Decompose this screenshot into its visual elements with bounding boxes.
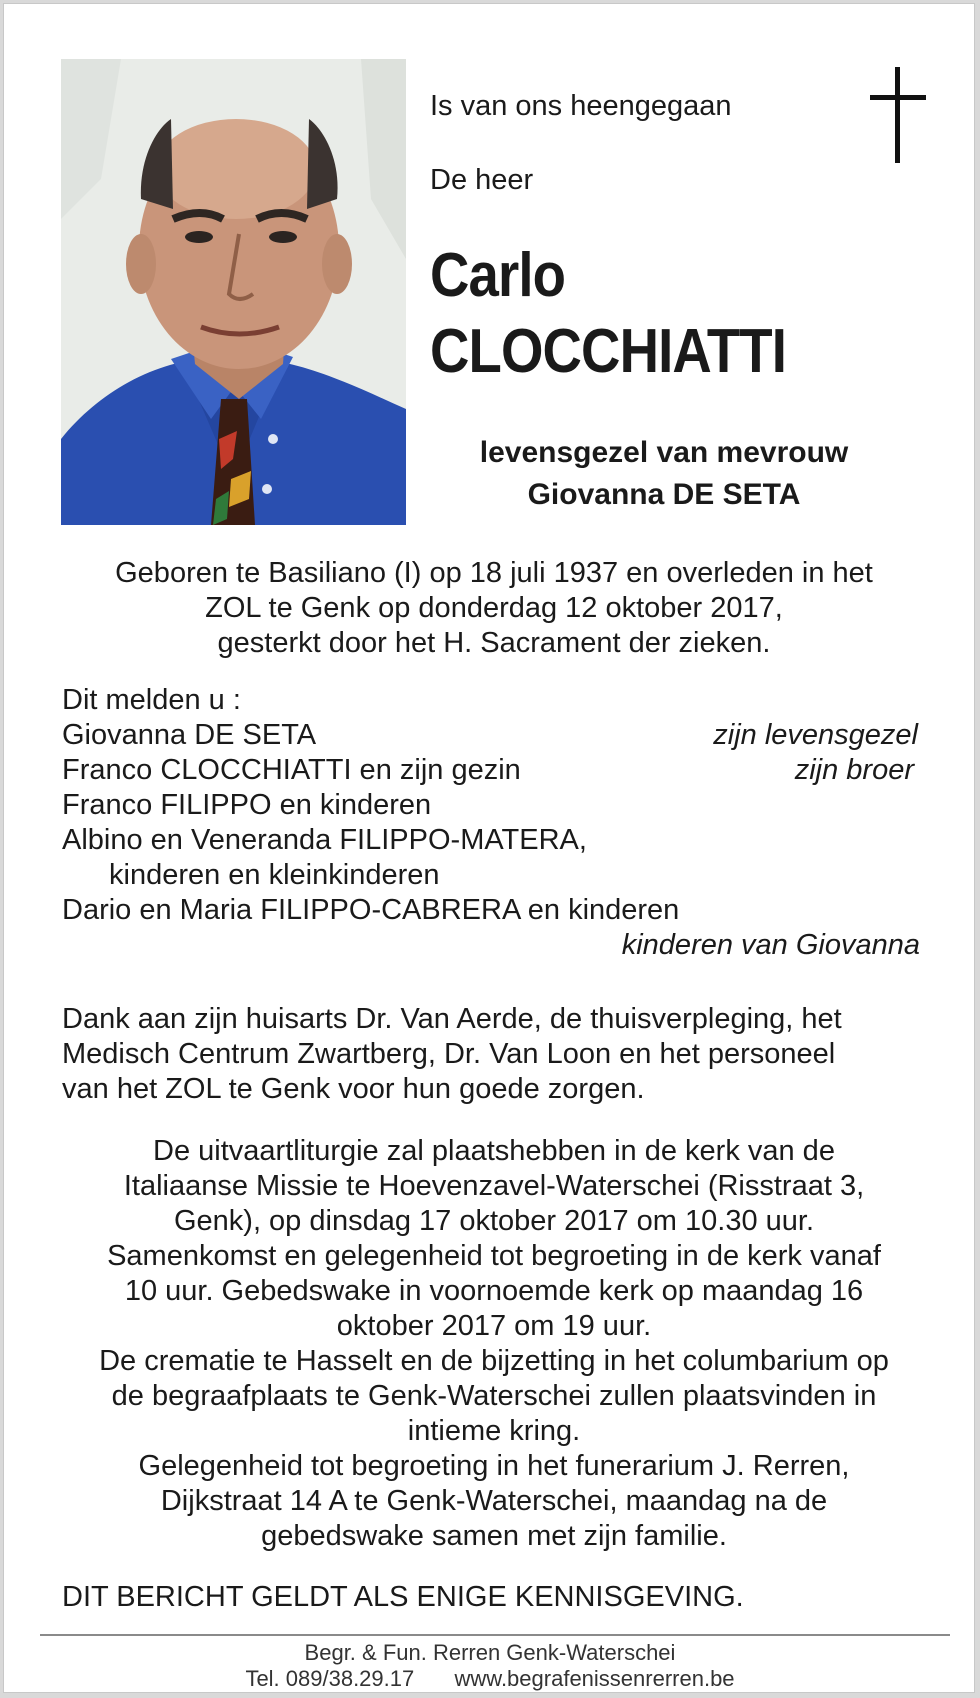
- text-line: De uitvaartliturgie zal plaatshebben in de kerk van de: [153, 1135, 835, 1167]
- family-member-role: zijn levensgezel: [713, 719, 918, 751]
- partner-line-2: Giovanna DE SETA: [527, 478, 801, 511]
- obituary-card: [3, 3, 975, 1693]
- footer-website-link[interactable]: www.begrafenissenrerren.be: [454, 1666, 735, 1691]
- text-line: gebedswake samen met zijn familie.: [261, 1520, 727, 1552]
- text-line: van het ZOL te Genk voor hun goede zorgen.: [62, 1073, 645, 1105]
- text-line: 10 uur. Gebedswake in voornoemde kerk op maandag 16: [124, 1275, 864, 1307]
- footer-contact: [4, 1666, 976, 1692]
- text-line: oktober 2017 om 19 uur.: [336, 1310, 652, 1342]
- family-member-name: Franco FILIPPO en kinderen: [62, 789, 432, 821]
- thanks-paragraph: [62, 1002, 842, 1107]
- family-member-name: kinderen en kleinkinderen: [109, 859, 440, 891]
- text-line: ZOL te Genk op donderdag 12 oktober 2017,: [205, 592, 783, 624]
- family-intro: Dit melden u :: [62, 684, 241, 716]
- ceremony-paragraph: [44, 1134, 944, 1554]
- last-name: CLOCCHIATTI: [430, 317, 787, 386]
- text-line: Gelegenheid tot begroeting in het funerarium J. Rerren,: [138, 1450, 850, 1482]
- birth-death-paragraph: [44, 556, 944, 661]
- family-member-role: zijn broer: [794, 754, 914, 786]
- partner-line-1: levensgezel van mevrouw: [479, 436, 849, 469]
- title-line: De heer: [430, 164, 534, 196]
- intro-line: Is van ons heengegaan: [430, 90, 732, 122]
- text-line: de begraafplaats te Genk-Waterschei zullen plaatsvinden in: [111, 1380, 877, 1412]
- footer-company: Begr. & Fun. Rerren Genk-Waterschei: [304, 1640, 676, 1665]
- closing-notice: DIT BERICHT GELDT ALS ENIGE KENNISGEVING.: [62, 1581, 744, 1613]
- portrait-illustration: [61, 59, 406, 525]
- family-member-name: Dario en Maria FILIPPO-CABRERA en kinderen: [62, 894, 680, 926]
- text-line: gesterkt door het H. Sacrament der zieken.: [217, 627, 771, 659]
- family-member-name: Giovanna DE SETA: [62, 719, 317, 751]
- cross-icon: [870, 67, 926, 163]
- text-line: Geboren te Basiliano (I) op 18 juli 1937 en overleden in het: [115, 557, 873, 589]
- text-line: De crematie te Hasselt en de bijzetting in het columbarium op: [99, 1345, 889, 1377]
- footer-divider: [40, 1634, 950, 1636]
- portrait-photo: [61, 59, 406, 525]
- family-member-name: Albino en Veneranda FILIPPO-MATERA,: [62, 824, 587, 856]
- first-name: Carlo: [430, 241, 566, 310]
- family-group-role: kinderen van Giovanna: [621, 929, 920, 961]
- text-line: Samenkomst en gelegenheid tot begroeting in de kerk vanaf: [107, 1240, 881, 1272]
- text-line: Dank aan zijn huisarts Dr. Van Aerde, de thuisverpleging, het: [62, 1003, 842, 1035]
- text-line: Medisch Centrum Zwartberg, Dr. Van Loon en het personeel: [62, 1038, 836, 1070]
- text-line: Genk), op dinsdag 17 oktober 2017 om 10.30 uur.: [173, 1205, 815, 1237]
- text-line: Italiaanse Missie te Hoevenzavel-Waterschei (Risstraat 3,: [123, 1170, 865, 1202]
- footer-phone: Tel. 089/38.29.17: [245, 1666, 415, 1691]
- family-member-name: Franco CLOCCHIATTI en zijn gezin: [62, 754, 521, 786]
- text-line: intieme kring.: [407, 1415, 581, 1447]
- text-line: Dijkstraat 14 A te Genk-Waterschei, maandag na de: [160, 1485, 828, 1517]
